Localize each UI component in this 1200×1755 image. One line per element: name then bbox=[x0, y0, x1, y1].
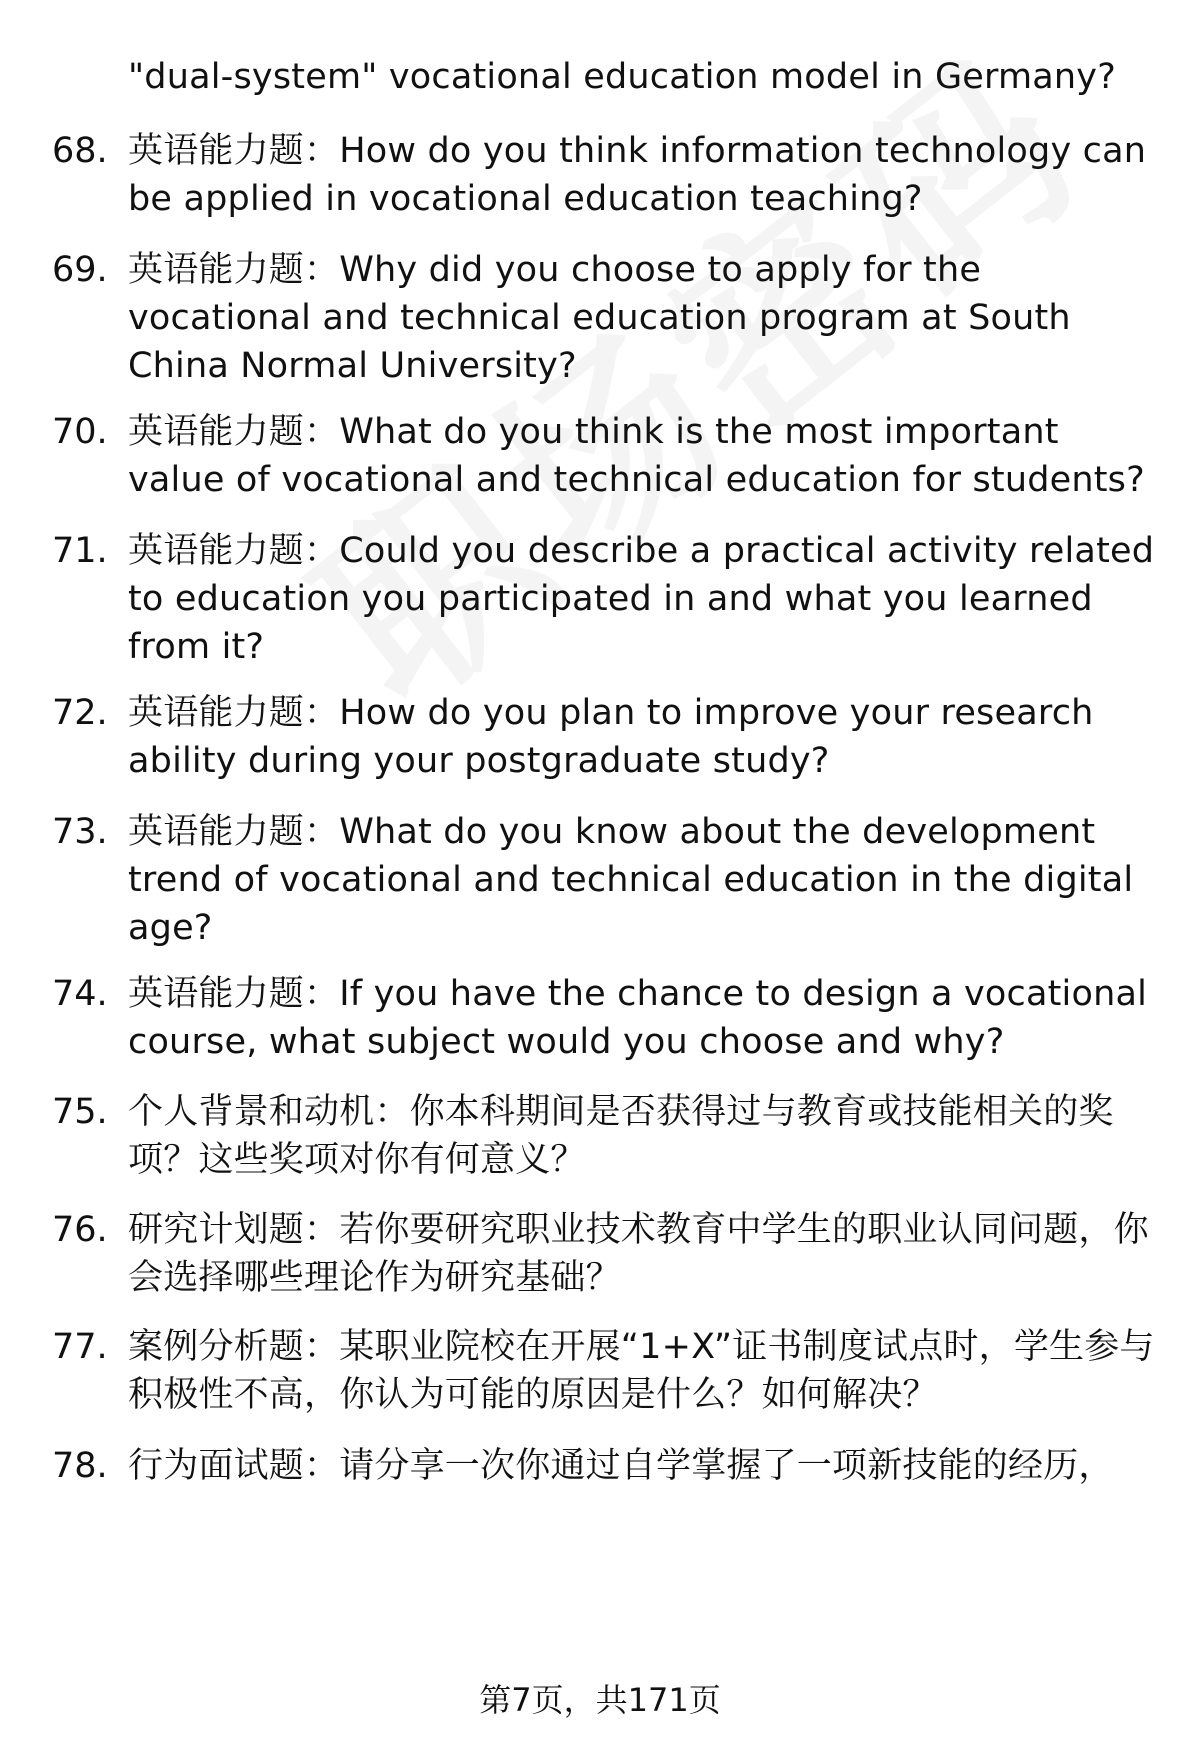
question-body: How do you think information technology can be applied in vocational education teaching? bbox=[128, 131, 1147, 219]
question-body: 请分享一次你通过自学掌握了一项新技能的经历， bbox=[339, 1446, 1114, 1486]
question-number: 71. bbox=[52, 531, 108, 571]
question-body: How do you plan to improve your research ability during your postgraduate study? bbox=[128, 693, 1094, 781]
question-text bbox=[128, 1088, 1158, 1184]
question-number: 76. bbox=[52, 1210, 108, 1250]
question-body: Why did you choose to apply for the vocational and technical education program at South China Normal University? bbox=[128, 250, 1071, 386]
question-number: 74. bbox=[52, 974, 108, 1014]
question-number: 77. bbox=[52, 1327, 108, 1367]
question-body: Could you describe a practical activity related to education you participated in and what you learned from it? bbox=[128, 531, 1155, 667]
question-body: If you have the chance to design a vocational course, what subject would you choose and why? bbox=[128, 974, 1148, 1062]
question-body: What do you think is the most important value of vocational and technical education for students? bbox=[128, 412, 1145, 500]
question-category: 个人背景和动机： bbox=[128, 1092, 410, 1132]
question-text bbox=[128, 1442, 1158, 1490]
question-category: 英语能力题： bbox=[128, 250, 340, 290]
question-number: 78. bbox=[52, 1446, 108, 1486]
question-text bbox=[128, 808, 1158, 952]
question-category: 英语能力题： bbox=[128, 531, 340, 571]
question-category: 英语能力题： bbox=[128, 131, 340, 171]
page-footer bbox=[0, 1676, 1200, 1724]
question-category: 英语能力题： bbox=[128, 693, 340, 733]
question-category: 英语能力题： bbox=[128, 974, 340, 1014]
question-number: 72. bbox=[52, 693, 108, 733]
question-body: 你本科期间是否获得过与教育或技能相关的奖项？这些奖项对你有何意义？ bbox=[128, 1092, 1114, 1180]
question-body: 某职业院校在开展“1+X”证书制度试点时，学生参与积极性不高，你认为可能的原因是什么？如何解决？ bbox=[128, 1327, 1155, 1415]
question-number: 73. bbox=[52, 812, 108, 852]
question-text bbox=[128, 527, 1158, 671]
question-category: 英语能力题： bbox=[128, 412, 340, 452]
question-body: What do you know about the development trend of vocational and technical education in the digital age? bbox=[128, 812, 1134, 948]
question-number: 70. bbox=[52, 412, 108, 452]
question-category: 案例分析题： bbox=[128, 1327, 340, 1367]
page-number-label: 第7页，共171页 bbox=[479, 1681, 721, 1719]
question-number: 68. bbox=[52, 131, 108, 171]
question-text bbox=[128, 246, 1158, 390]
question-text bbox=[128, 689, 1158, 785]
continuation-text: "dual-system" vocational education model in Germany? bbox=[128, 57, 1116, 97]
question-body: 若你要研究职业技术教育中学生的职业认同问题，你会选择哪些理论作为研究基础？ bbox=[128, 1210, 1149, 1298]
question-text bbox=[128, 1206, 1158, 1302]
question-number: 75. bbox=[52, 1092, 108, 1132]
question-text bbox=[128, 1323, 1158, 1419]
question-text bbox=[128, 127, 1158, 223]
question-category: 行为面试题： bbox=[128, 1446, 340, 1486]
question-text bbox=[128, 970, 1158, 1066]
question-text bbox=[128, 408, 1158, 504]
question-category: 英语能力题： bbox=[128, 812, 340, 852]
question-category: 研究计划题： bbox=[128, 1210, 340, 1250]
question-number: 69. bbox=[52, 250, 108, 290]
